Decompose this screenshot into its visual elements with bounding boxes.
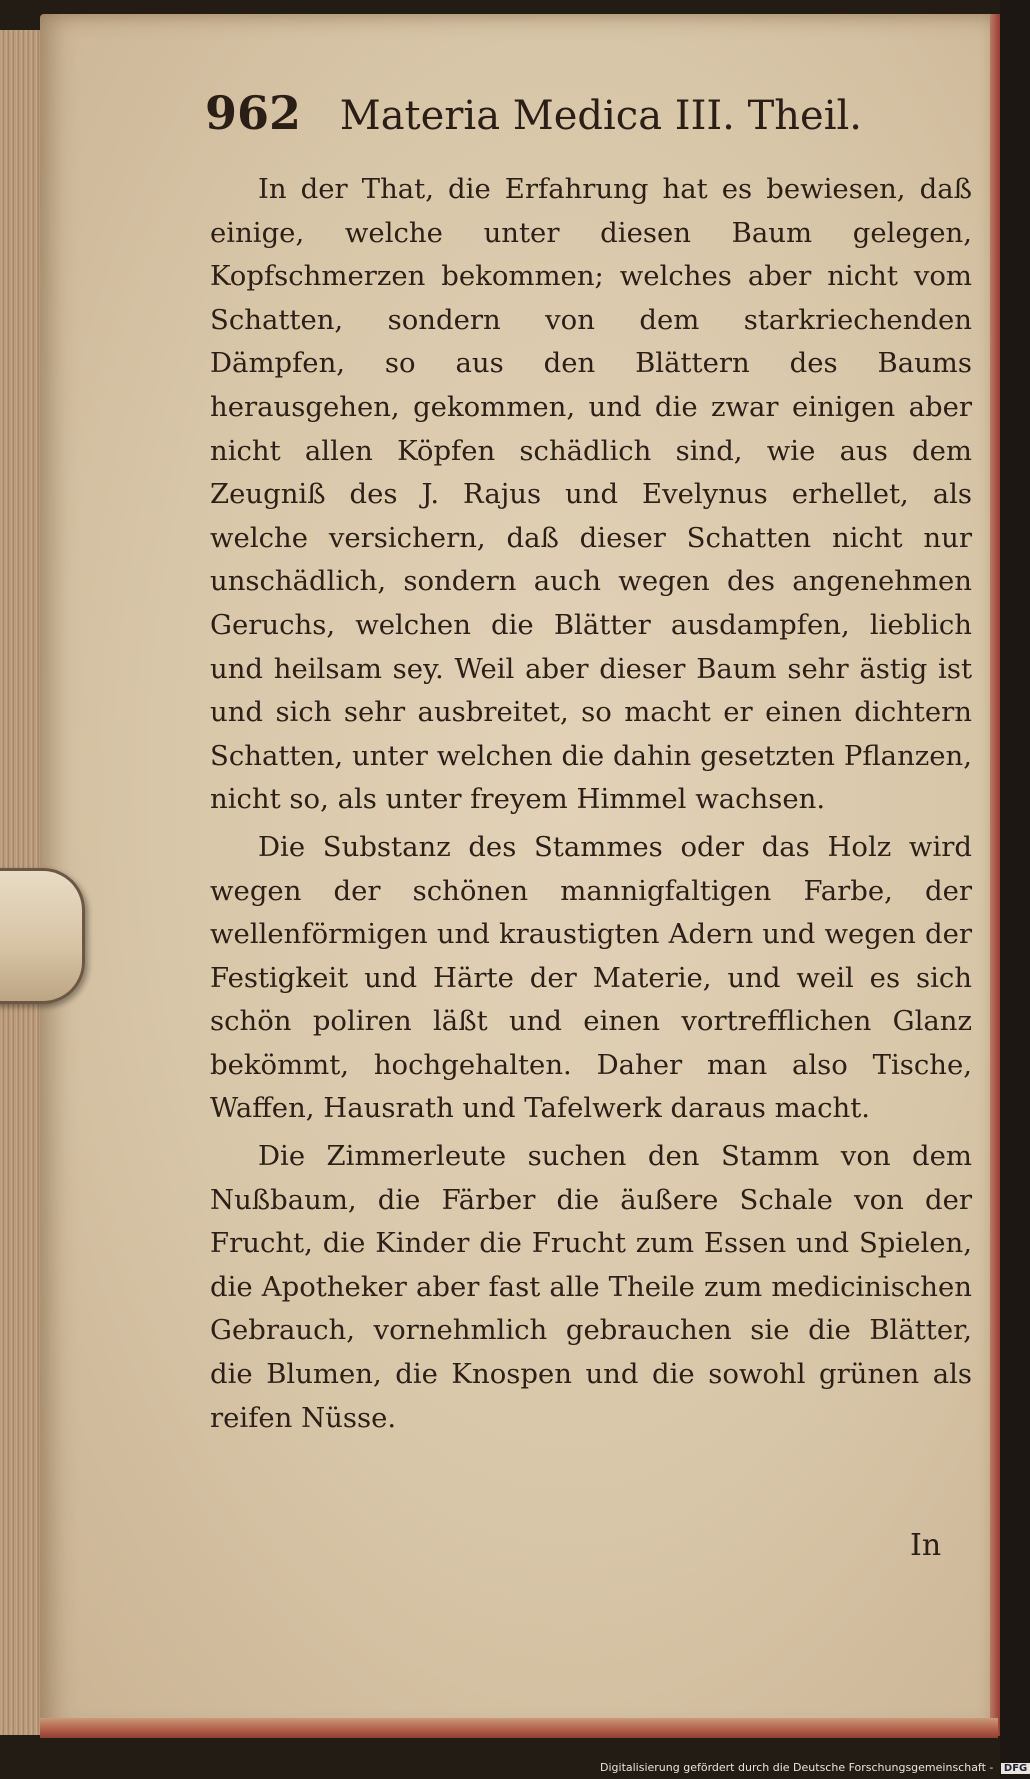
page-number: 962 xyxy=(205,86,302,140)
bottom-page-edge xyxy=(40,1718,998,1738)
paragraph-2: Die Substanz des Stammes oder das Holz wird wegen der schönen mannigfaltigen Farbe, der wellenförmigen und kraustigten Adern und wegen der Festigkeit und Härte der Materie, und weil es sich schön poliren läßt und einen vortrefflichen Glanz bekömmt, hochgehalten. Daher man also Tische, Waffen, Hausrath und Tafelwerk daraus macht. xyxy=(210,830,972,1125)
right-page-edge xyxy=(990,14,1000,1736)
book-clasp xyxy=(0,868,85,1004)
running-title: Materia Medica III. Theil. xyxy=(339,93,863,139)
paragraph-1: In der That, die Erfahrung hat es bewiesen, daß einige, welche unter diesen Baum gelegen, Kopfschmerzen bekommen; welches aber nicht vom Schatten, sondern von dem starkriechenden Dämpfen, so aus den Blättern des Baums herausgehen, gekommen, und die zwar einigen aber nicht allen Köpfen schädlich sind, wie aus dem Zeugniß des J. Rajus und Evelynus erhellet, als welche versichern, daß dieser Schatten nicht nur unschädlich, sondern auch wegen des angenehmen Geruchs, welchen die Blätter ausdampfen, lieblich und heilsam sey. Weil aber dieser Baum sehr ästig ist und sich sehr ausbreitet, so macht er einen dichtern Schatten, unter welchen die dahin gesetzten Pflanzen, nicht so, als unter freyem Himmel wachsen. xyxy=(210,173,972,816)
body-text xyxy=(210,168,972,1440)
footer-credit: Digitalisierung gefördert durch die Deutsche Forschungsgemeinschaft - xyxy=(600,1761,994,1774)
paragraph-3: Die Zimmerleute suchen den Stamm von dem Nußbaum, die Färber die äußere Schale von der Frucht, die Kinder die Frucht zum Essen und Spielen, die Apotheker aber fast alle Theile zum medicinischen Gebrauch, vornehmlich gebrauchen sie die Blätter, die Blumen, die Knospen und die sowohl grünen als reifen Nüsse. xyxy=(210,1140,972,1434)
page-header xyxy=(205,86,965,156)
digitization-footer xyxy=(600,1761,1028,1777)
catchword: In xyxy=(910,1528,942,1563)
dfg-logo: DFG xyxy=(1001,1763,1030,1774)
